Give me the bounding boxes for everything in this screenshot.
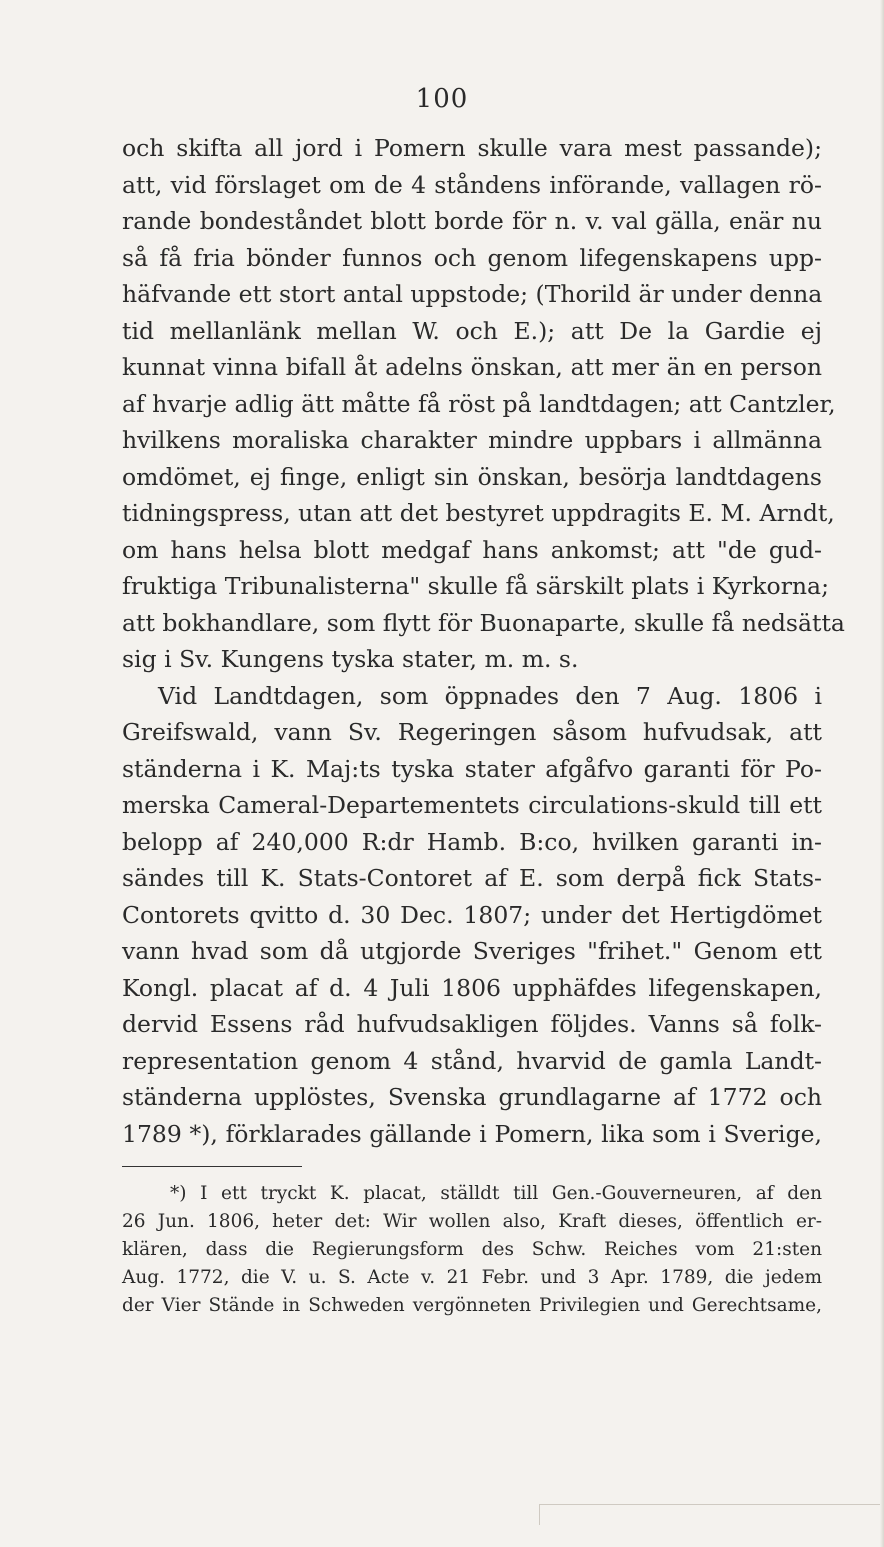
scan-corner-mark — [539, 1504, 880, 1525]
text-line: Kongl. placat af d. 4 Juli 1806 upphäfdes lifegenskapen, — [122, 973, 822, 1002]
footnote-divider — [122, 1166, 302, 1167]
footnote-line: Aug. 1772, die V. u. S. Acte v. 21 Febr. und 3 Apr. 1789, die jedem — [122, 1267, 822, 1288]
text-line: Contorets qvitto d. 30 Dec. 1807; under det Hertigdömet — [122, 900, 822, 929]
text-line: fruktiga Tribunalisterna" skulle få särskilt plats i Kyrkorna; — [122, 572, 829, 600]
text-line: hvilkens moraliska charakter mindre uppbars i allmänna — [122, 426, 822, 454]
text-line: ständerna upplöstes, Svenska grundlagarne af 1772 och — [122, 1083, 822, 1111]
footnote-line: klären, dass die Regierungsform des Schw. Reiches vom 21:sten — [122, 1239, 822, 1260]
footnote-line: 26 Jun. 1806, heter det: Wir wollen also, Kraft dieses, öffentlich er- — [122, 1211, 822, 1232]
text-line: Vid Landtdagen, som öppnades den 7 Aug. 1806 i — [158, 681, 822, 710]
text-line: tidningspress, utan att det bestyret uppdragits E. M. Arndt, — [122, 499, 835, 527]
text-line: att bokhandlare, som flytt för Buonaparte, skulle få nedsätta — [122, 608, 845, 637]
text-line: belopp af 240,000 R:dr Hamb. B:co, hvilken garanti in- — [122, 827, 822, 856]
text-line: af hvarje adlig ätt måtte få röst på landtdagen; att Cantzler, — [122, 389, 836, 418]
text-line: så få fria bönder funnos och genom lifegenskapens upp- — [122, 243, 822, 272]
footnote-line: der Vier Stände in Schweden vergönneten Privilegien und Gerechtsame, — [122, 1295, 822, 1316]
text-line: häfvande ett stort antal uppstode; (Thorild är under denna — [122, 280, 823, 308]
text-line: att, vid förslaget om de 4 ståndens införande, vallagen rö- — [122, 170, 822, 199]
text-line: representation genom 4 stånd, hvarvid de gamla Landt- — [122, 1046, 822, 1075]
text-line: dervid Essens råd hufvudsakligen följdes. Vanns så folk- — [122, 1010, 822, 1038]
text-line: Greifswald, vann Sv. Regeringen såsom hufvudsak, att — [122, 718, 822, 746]
text-line: sändes till K. Stats-Contoret af E. som derpå fick Stats- — [122, 864, 822, 892]
page-edge-shadow — [880, 0, 884, 1547]
text-line: 1789 *), förklarades gällande i Pomern, lika som i Sverige, — [122, 1119, 822, 1148]
text-line: och skifta all jord i Pomern skulle vara mest passande); — [122, 134, 822, 162]
text-line: om hans helsa blott medgaf hans ankomst; att "de gud- — [122, 535, 822, 564]
text-line: ständerna i K. Maj:ts tyska stater afgåfvo garanti för Po- — [122, 754, 822, 783]
footnote — [122, 1180, 822, 1320]
text-line: vann hvad som då utgjorde Sveriges "frihet." Genom ett — [122, 937, 822, 965]
text-line: omdömet, ej finge, enligt sin önskan, besörja landtdagens — [122, 462, 822, 491]
page-number: 100 — [415, 84, 469, 114]
text-line: merska Cameral-Departementets circulations-skuld till ett — [122, 791, 822, 819]
text-line: kunnat vinna bifall åt adelns önskan, att mer än en person — [122, 353, 822, 381]
text-line: sig i Sv. Kungens tyska stater, m. m. s. — [122, 645, 579, 673]
body-text — [122, 130, 845, 1152]
footnote-line: *) I ett tryckt K. placat, ställdt till Gen.-Gouverneuren, af den — [170, 1183, 822, 1204]
text-line: rande bondeståndet blott borde för n. v. val gälla, enär nu — [122, 207, 822, 235]
text-line: tid mellanlänk mellan W. och E.); att De la Gardie ej — [122, 316, 822, 345]
